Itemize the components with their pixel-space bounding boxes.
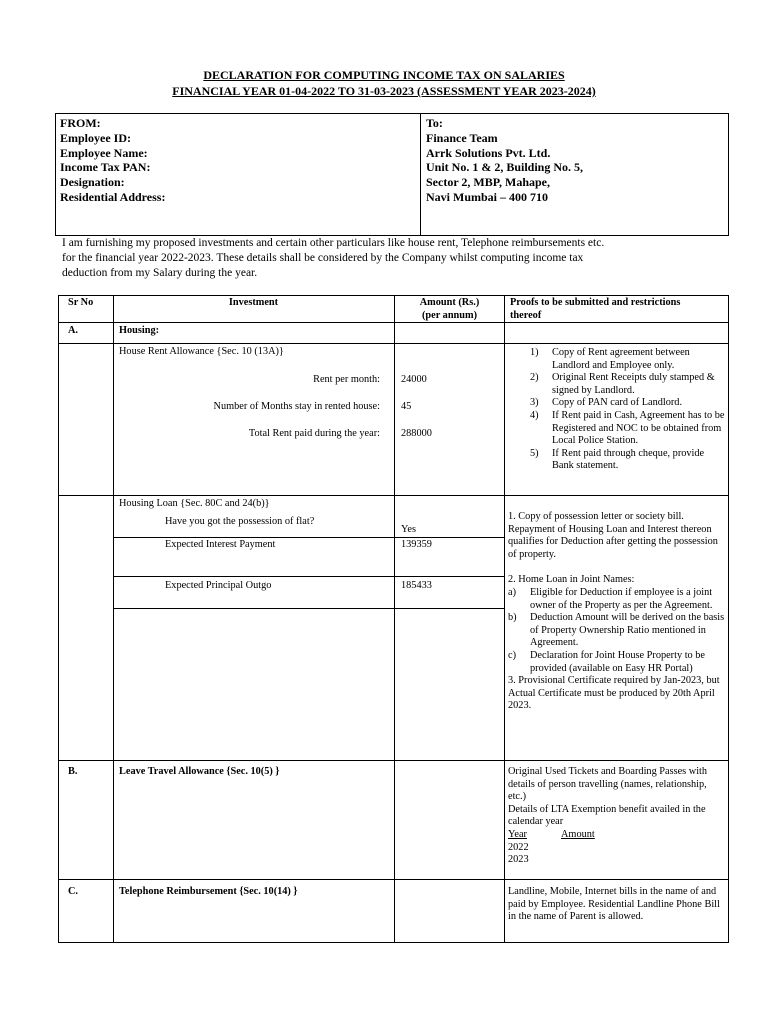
rent-per-month-value: 24000 <box>401 374 427 385</box>
intro-line: I am furnishing my proposed investments and certain other particulars like house rent, Telephone reimbursements etc. <box>62 237 605 249</box>
to-company: Arrk Solutions Pvt. Ltd. <box>426 145 551 160</box>
row-b-label: Leave Travel Allowance {Sec. 10(5) } <box>119 766 280 777</box>
total-rent-label: Total Rent paid during the year: <box>248 428 380 439</box>
possession-label: Have you got the possession of flat? <box>165 516 315 527</box>
lta-proofs <box>508 766 726 867</box>
list-item <box>508 612 726 650</box>
header-srno: Sr No <box>68 297 94 308</box>
to-team: Finance Team <box>426 130 498 145</box>
list-text: Copy of PAN card of Landlord. <box>552 397 683 409</box>
list-item <box>510 372 725 397</box>
intro-paragraph <box>62 236 702 280</box>
to-sector: Sector 2, MBP, Mahape, <box>426 175 550 190</box>
list-text: Deduction Amount will be derived on the basis of Property Ownership Ratio mentioned in Agreement. <box>530 612 725 649</box>
from-block <box>60 116 415 205</box>
document-subtitle: FINANCIAL YEAR 01-04-2022 TO 31-03-2023 (ASSESSMENT YEAR 2023-2024) <box>172 84 596 98</box>
employee-name-field: Employee Name: <box>60 145 148 160</box>
lta-proof-1: Original Used Tickets and Boarding Passes with details of person travelling (names, relationship, etc.) <box>508 766 708 803</box>
pan-field: Income Tax PAN: <box>60 160 151 175</box>
row-a-sr: A. <box>68 325 79 336</box>
list-item <box>510 347 725 372</box>
list-marker: 3) <box>530 397 539 409</box>
designation-field: Designation: <box>60 175 125 190</box>
row-a-label: Housing: <box>119 325 160 336</box>
list-text: Declaration for Joint House Property to be provided (available on Easy HR Portal) <box>530 649 706 674</box>
intro-line: for the financial year 2022-2023. These details shall be considered by the Company whilst computing income tax <box>62 251 584 264</box>
list-marker: 4) <box>530 409 539 421</box>
header-amount <box>395 297 504 322</box>
to-label: To: <box>426 116 443 130</box>
list-marker: 2) <box>530 372 539 384</box>
list-item <box>508 650 726 675</box>
principal-value: 185433 <box>401 580 432 591</box>
list-item <box>510 410 725 448</box>
interest-label: Expected Interest Payment <box>165 539 276 550</box>
loan-label: Housing Loan {Sec. 80C and 24(b)} <box>119 498 270 509</box>
list-text: If Rent paid in Cash, Agreement has to be Registered and NOC to be obtained from Local Police Station. <box>552 409 725 447</box>
lta-year-header: Year <box>508 828 527 840</box>
loan-proof-3: 3. Provisional Certificate required by Jan-2023, but Actual Certificate must be produced by 20th April 2023. <box>508 675 720 712</box>
telephone-proof: Landline, Mobile, Internet bills in the name of and paid by Employee. Residential Landline Phone Bill in the name of Parent is allowed. <box>508 886 720 923</box>
possession-value: Yes <box>401 524 416 535</box>
document-title: DECLARATION FOR COMPUTING INCOME TAX ON SALARIES <box>203 68 565 82</box>
list-marker: b) <box>508 612 517 624</box>
header-proofs <box>510 297 725 322</box>
list-item <box>510 397 725 410</box>
header-proofs-line: Proofs to be submitted and restrictions <box>510 297 681 308</box>
header-proofs-line: thereof <box>510 309 542 321</box>
lta-amount-header: Amount <box>561 828 595 840</box>
header-amount-line: (per annum) <box>421 309 478 321</box>
loan-proof-2: 2. Home Loan in Joint Names: <box>508 574 635 586</box>
header-investment: Investment <box>228 297 279 308</box>
lta-year-2: 2023 <box>508 854 529 866</box>
list-marker: c) <box>508 649 516 661</box>
to-city: Navi Mumbai – 400 710 <box>426 189 549 204</box>
row-c-sr: C. <box>68 886 79 897</box>
list-text: Original Rent Receipts duly stamped & signed by Landlord. <box>552 372 715 396</box>
lta-proof-2: Details of LTA Exemption benefit availed in the calendar year <box>508 803 706 828</box>
list-text: If Rent paid through cheque, provide Bank statement. <box>552 447 705 472</box>
list-marker: a) <box>508 586 516 598</box>
loan-proof-1: 1. Copy of possession letter or society bill. Repayment of Housing Loan and Interest thereon qualifies for Deduction after getting the possession of property. <box>508 511 718 560</box>
list-marker: 1) <box>530 347 539 358</box>
row-b-sr: B. <box>68 766 78 777</box>
total-rent-value: 288000 <box>401 428 432 439</box>
list-item <box>510 448 725 473</box>
months-value: 45 <box>401 401 412 412</box>
address-field: Residential Address: <box>60 189 166 204</box>
list-text: Eligible for Deduction if employee is a joint owner of the Property as per the Agreement. <box>530 586 713 611</box>
principal-label: Expected Principal Outgo <box>165 580 272 591</box>
list-text: Copy of Rent agreement between Landlord and Employee only. <box>552 347 690 371</box>
hra-proofs <box>510 347 725 473</box>
header-amount-line: Amount (Rs.) <box>419 297 480 308</box>
to-unit: Unit No. 1 & 2, Building No. 5, <box>426 160 584 175</box>
loan-proofs <box>508 511 726 713</box>
months-label: Number of Months stay in rented house: <box>213 401 380 412</box>
list-marker: 5) <box>530 447 539 459</box>
from-label: FROM: <box>60 116 101 130</box>
rent-per-month-label: Rent per month: <box>313 374 380 385</box>
to-block <box>426 116 726 205</box>
interest-value: 139359 <box>401 539 432 550</box>
row-c-label: Telephone Reimbursement {Sec. 10(14) } <box>119 886 298 897</box>
hra-label: House Rent Allowance {Sec. 10 (13A)} <box>119 346 284 357</box>
list-item <box>508 587 726 612</box>
lta-year-header-row <box>508 829 726 842</box>
employee-id-field: Employee ID: <box>60 130 131 145</box>
lta-year-1: 2022 <box>508 841 529 853</box>
intro-line: deduction from my Salary during the year. <box>62 266 258 279</box>
